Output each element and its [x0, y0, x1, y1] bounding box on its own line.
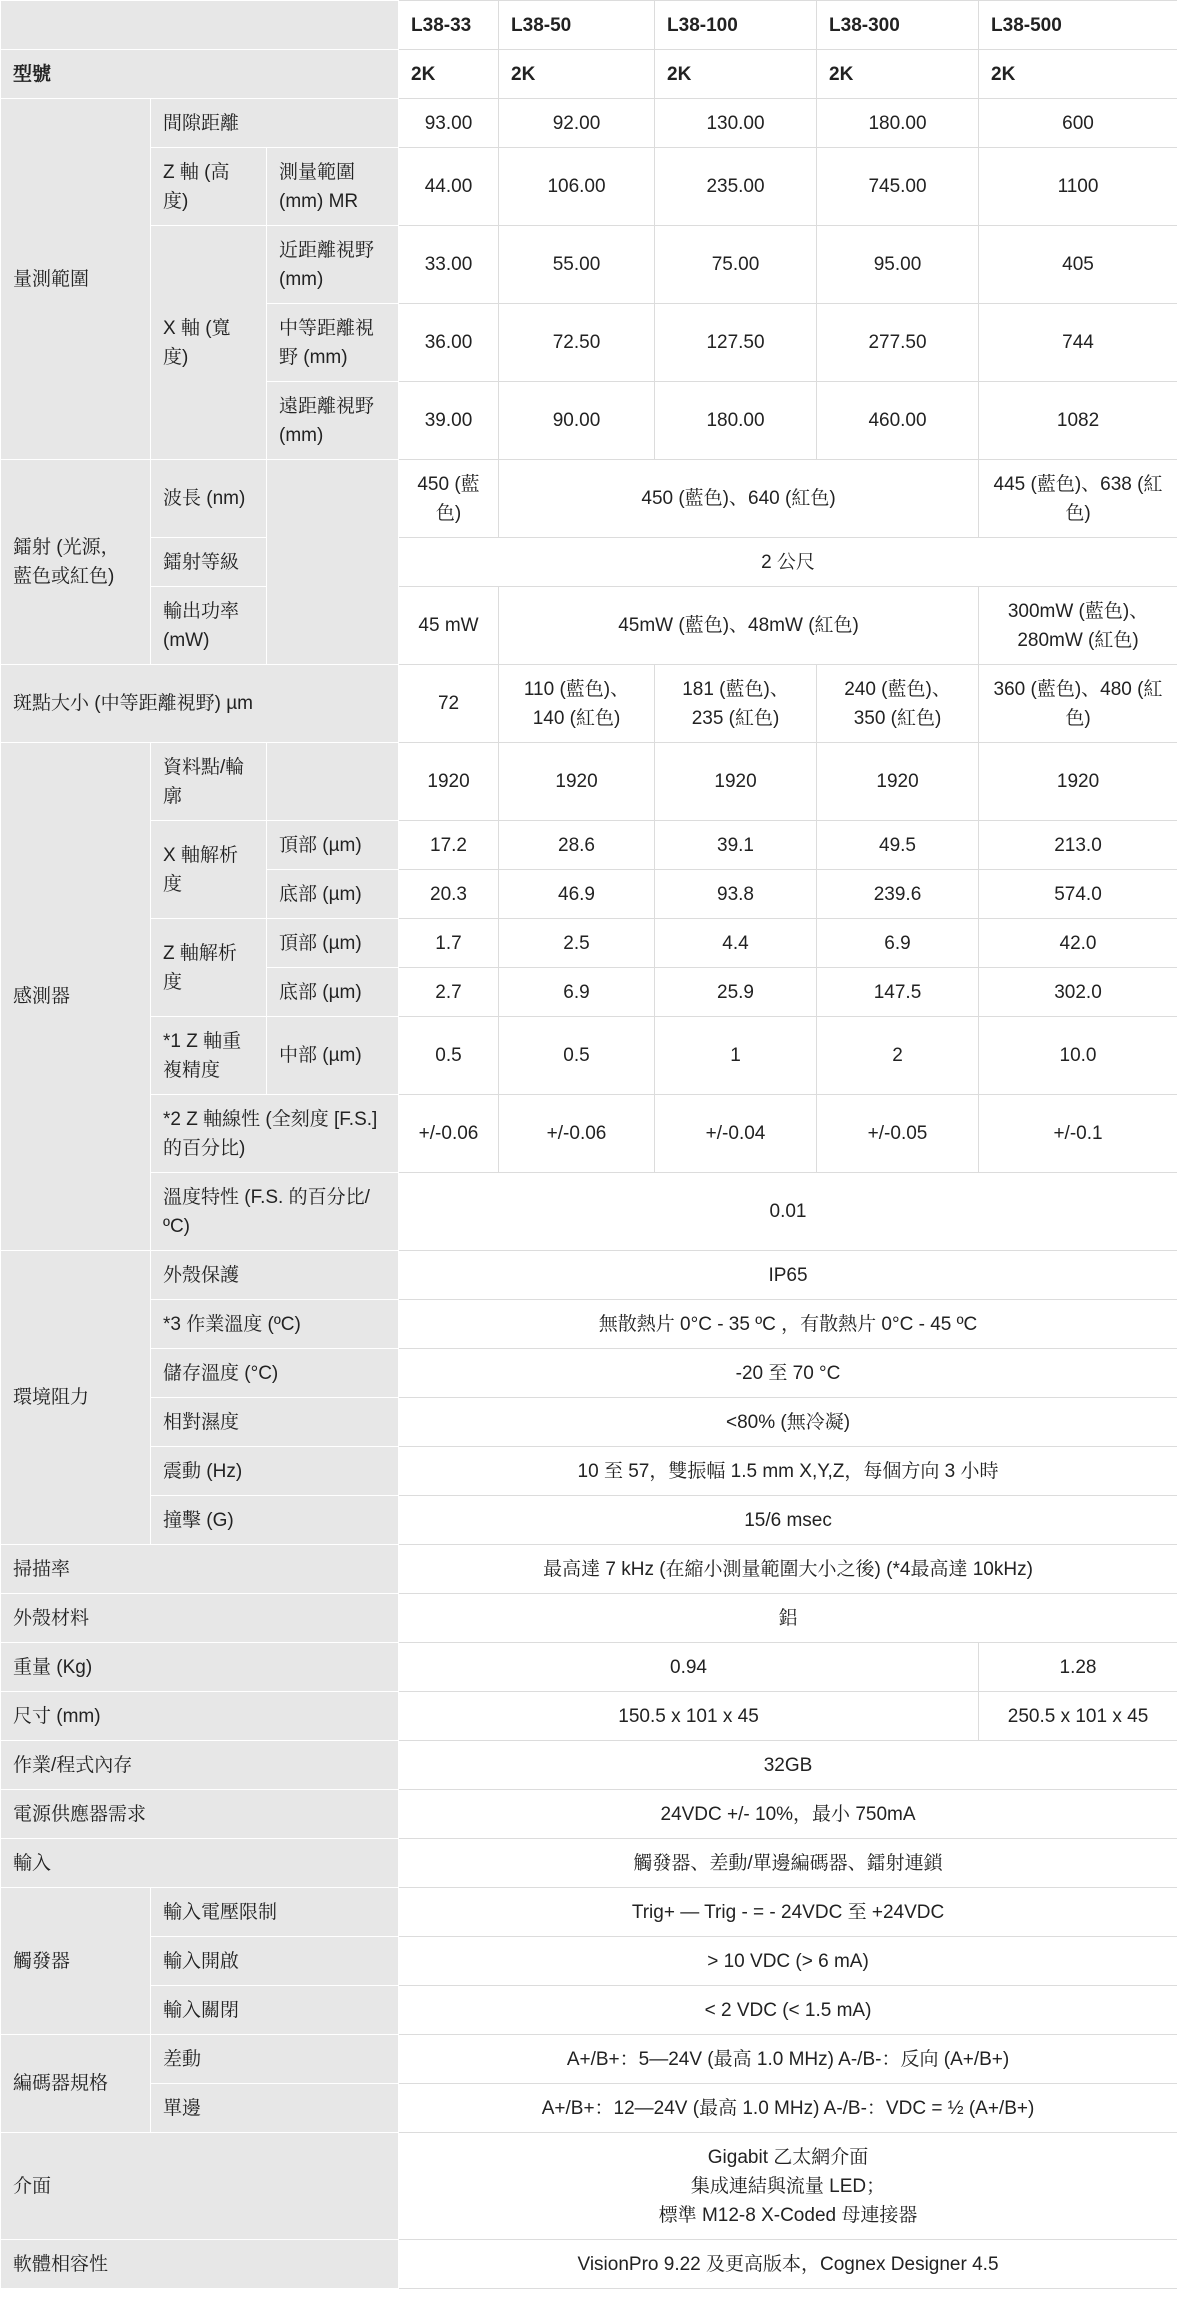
group-trigger: 觸發器 [1, 1888, 151, 2035]
row-sublabel: 遠距離視野 (mm) [267, 382, 399, 460]
row-sublabel: 底部 (µm) [267, 968, 399, 1017]
cell: 745.00 [817, 148, 979, 226]
cell: A+/B+：12—24V (最高 1.0 MHz) A-/B-：VDC = ½ (A+/B+) [399, 2084, 1177, 2133]
cell: 1920 [399, 743, 499, 821]
group-sensor: 感測器 [1, 743, 151, 1251]
row-label: 撞擊 (G) [151, 1496, 399, 1545]
cell: 1.7 [399, 919, 499, 968]
cell: 1920 [979, 743, 1177, 821]
row-label: 相對濕度 [151, 1398, 399, 1447]
cell: 20.3 [399, 870, 499, 919]
row-label: 外殼材料 [1, 1594, 399, 1643]
cell: 1 [655, 1017, 817, 1095]
cell: 17.2 [399, 821, 499, 870]
blank-cell [267, 743, 399, 821]
model-resolution: 2K [655, 50, 817, 99]
cell: 93.8 [655, 870, 817, 919]
cell: 450 (藍色)、640 (紅色) [499, 460, 979, 538]
cell: <80% (無冷凝) [399, 1398, 1177, 1447]
cell: 6.9 [499, 968, 655, 1017]
row-label: 單邊 [151, 2084, 399, 2133]
row-label: 掃描率 [1, 1545, 399, 1594]
cell: 1100 [979, 148, 1177, 226]
cell: 0.94 [399, 1643, 979, 1692]
cell: 36.00 [399, 304, 499, 382]
cell: 72.50 [499, 304, 655, 382]
cell: 觸發器、差動/單邊編碼器、鐳射連鎖 [399, 1839, 1177, 1888]
row-label: 輸入 [1, 1839, 399, 1888]
cell: 32GB [399, 1741, 1177, 1790]
cell: 92.00 [499, 99, 655, 148]
cell: 42.0 [979, 919, 1177, 968]
cell: 239.6 [817, 870, 979, 919]
model-name: L38-33 [399, 1, 499, 50]
row-label: Z 軸解析度 [151, 919, 267, 1017]
row-label: 資料點/輪廓 [151, 743, 267, 821]
row-sublabel: 頂部 (µm) [267, 919, 399, 968]
cell: 6.9 [817, 919, 979, 968]
cell: 95.00 [817, 226, 979, 304]
cell: 49.5 [817, 821, 979, 870]
cell: VisionPro 9.22 及更高版本，Cognex Designer 4.5 [399, 2240, 1177, 2289]
model-resolution: 2K [979, 50, 1177, 99]
group-encoder: 編碼器規格 [1, 2035, 151, 2133]
cell: 600 [979, 99, 1177, 148]
cell: 460.00 [817, 382, 979, 460]
interface-line: 標準 M12-8 X-Coded 母連接器 [658, 2204, 918, 2226]
cell: 33.00 [399, 226, 499, 304]
cell: 150.5 x 101 x 45 [399, 1692, 979, 1741]
model-label: 型號 [1, 50, 399, 99]
cell: > 10 VDC (> 6 mA) [399, 1937, 1177, 1986]
model-resolution: 2K [399, 50, 499, 99]
row-label: X 軸解析度 [151, 821, 267, 919]
cell: 1920 [499, 743, 655, 821]
cell: 44.00 [399, 148, 499, 226]
row-label: 斑點大小 (中等距離視野) µm [1, 665, 399, 743]
model-resolution: 2K [817, 50, 979, 99]
cell: 93.00 [399, 99, 499, 148]
cell: 72 [399, 665, 499, 743]
cell: 39.1 [655, 821, 817, 870]
cell: 45mW (藍色)、48mW (紅色) [499, 587, 979, 665]
row-label: 輸入關閉 [151, 1986, 399, 2035]
cell: 0.5 [399, 1017, 499, 1095]
row-label: 尺寸 (mm) [1, 1692, 399, 1741]
row-label: 波長 (nm) [151, 460, 267, 538]
row-label: Z 軸 (高度) [151, 148, 267, 226]
cell: 744 [979, 304, 1177, 382]
cell: +/-0.06 [399, 1095, 499, 1173]
cell: 574.0 [979, 870, 1177, 919]
cell: 2 公尺 [399, 538, 1177, 587]
row-label: 重量 (Kg) [1, 1643, 399, 1692]
cell: 106.00 [499, 148, 655, 226]
cell: 無散熱片 0°C - 35 ºC ，有散熱片 0°C - 45 ºC [399, 1300, 1177, 1349]
cell: +/-0.1 [979, 1095, 1177, 1173]
model-resolution: 2K [499, 50, 655, 99]
row-label: X 軸 (寬度) [151, 226, 267, 460]
row-label: 間隙距離 [151, 99, 399, 148]
cell: 最高達 7 kHz (在縮小測量範圍大小之後) (*4最高達 10kHz) [399, 1545, 1177, 1594]
cell: 450 (藍色) [399, 460, 499, 538]
cell: -20 至 70 °C [399, 1349, 1177, 1398]
cell: 110 (藍色)、140 (紅色) [499, 665, 655, 743]
cell: 0.01 [399, 1173, 1177, 1251]
model-name: L38-100 [655, 1, 817, 50]
row-label: 儲存溫度 (°C) [151, 1349, 399, 1398]
cell: +/-0.06 [499, 1095, 655, 1173]
cell: 213.0 [979, 821, 1177, 870]
cell: 1920 [817, 743, 979, 821]
cell: 277.50 [817, 304, 979, 382]
row-label: 電源供應器需求 [1, 1790, 399, 1839]
cell: 180.00 [655, 382, 817, 460]
group-environment: 環境阻力 [1, 1251, 151, 1545]
interface-line: 集成連結與流量 LED； [690, 2175, 886, 2197]
row-sublabel: 中等距離視野 (mm) [267, 304, 399, 382]
cell: 10 至 57，雙振幅 1.5 mm X,Y,Z，每個方向 3 小時 [399, 1447, 1177, 1496]
cell: 28.6 [499, 821, 655, 870]
blank-cell [267, 460, 399, 665]
cell: 15/6 msec [399, 1496, 1177, 1545]
model-name: L38-50 [499, 1, 655, 50]
cell: 75.00 [655, 226, 817, 304]
group-laser: 鐳射 (光源，藍色或紅色) [1, 460, 151, 665]
cell: 360 (藍色)、480 (紅色) [979, 665, 1177, 743]
cell: A+/B+：5—24V (最高 1.0 MHz) A-/B-：反向 (A+/B+) [399, 2035, 1177, 2084]
cell: 25.9 [655, 968, 817, 1017]
row-label: 鐳射等級 [151, 538, 267, 587]
cell: 240 (藍色)、350 (紅色) [817, 665, 979, 743]
cell: 147.5 [817, 968, 979, 1017]
row-label: *1 Z 軸重複精度 [151, 1017, 267, 1095]
cell: < 2 VDC (< 1.5 mA) [399, 1986, 1177, 2035]
interface-cell [399, 2133, 1177, 2240]
cell: 302.0 [979, 968, 1177, 1017]
row-label: 輸入開啟 [151, 1937, 399, 1986]
model-name: L38-500 [979, 1, 1177, 50]
cell: Trig+ — Trig - = - 24VDC 至 +24VDC [399, 1888, 1177, 1937]
row-sublabel: 近距離視野 (mm) [267, 226, 399, 304]
cell: +/-0.04 [655, 1095, 817, 1173]
row-label: 溫度特性 (F.S. 的百分比/ºC) [151, 1173, 399, 1251]
cell: 55.00 [499, 226, 655, 304]
cell: 1920 [655, 743, 817, 821]
row-label: 作業/程式內存 [1, 1741, 399, 1790]
row-label: 介面 [1, 2133, 399, 2240]
cell: IP65 [399, 1251, 1177, 1300]
cell: 2.7 [399, 968, 499, 1017]
cell: 127.50 [655, 304, 817, 382]
cell: 45 mW [399, 587, 499, 665]
cell: 39.00 [399, 382, 499, 460]
cell: 445 (藍色)、638 (紅色) [979, 460, 1177, 538]
cell: 250.5 x 101 x 45 [979, 1692, 1177, 1741]
row-sublabel: 底部 (µm) [267, 870, 399, 919]
cell: 2.5 [499, 919, 655, 968]
row-label: *2 Z 軸線性 (全刻度 [F.S.] 的百分比) [151, 1095, 399, 1173]
cell: 405 [979, 226, 1177, 304]
row-label: 差動 [151, 2035, 399, 2084]
cell: +/-0.05 [817, 1095, 979, 1173]
row-label: *3 作業溫度 (ºC) [151, 1300, 399, 1349]
cell: 10.0 [979, 1017, 1177, 1095]
cell: 0.5 [499, 1017, 655, 1095]
row-label: 軟體相容性 [1, 2240, 399, 2289]
cell: 1.28 [979, 1643, 1177, 1692]
cell: 24VDC +/- 10%，最小 750mA [399, 1790, 1177, 1839]
cell: 鋁 [399, 1594, 1177, 1643]
cell: 46.9 [499, 870, 655, 919]
row-sublabel: 頂部 (µm) [267, 821, 399, 870]
row-label: 震動 (Hz) [151, 1447, 399, 1496]
cell: 300mW (藍色)、280mW (紅色) [979, 587, 1177, 665]
group-measurement: 量測範圍 [1, 99, 151, 460]
row-label: 外殼保護 [151, 1251, 399, 1300]
row-label: 輸入電壓限制 [151, 1888, 399, 1937]
model-name: L38-300 [817, 1, 979, 50]
row-label: 輸出功率 (mW) [151, 587, 267, 665]
cell: 4.4 [655, 919, 817, 968]
cell: 180.00 [817, 99, 979, 148]
cell: 90.00 [499, 382, 655, 460]
row-sublabel: 測量範圍 (mm) MR [267, 148, 399, 226]
header-blank [1, 1, 399, 50]
cell: 130.00 [655, 99, 817, 148]
interface-line: Gigabit 乙太網介面 [707, 2146, 869, 2168]
cell: 235.00 [655, 148, 817, 226]
cell: 1082 [979, 382, 1177, 460]
row-sublabel: 中部 (µm) [267, 1017, 399, 1095]
cell: 2 [817, 1017, 979, 1095]
cell: 181 (藍色)、235 (紅色) [655, 665, 817, 743]
